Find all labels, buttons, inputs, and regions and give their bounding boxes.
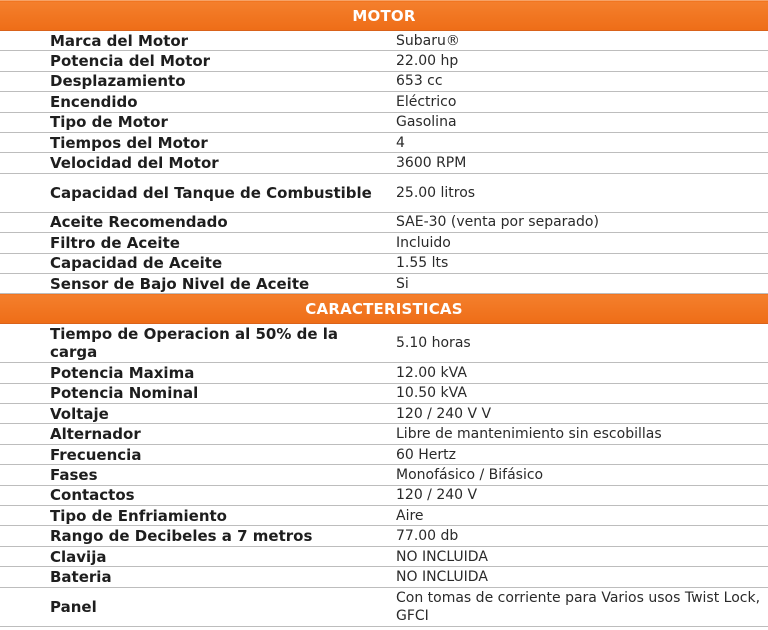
spec-value: NO INCLUIDA	[396, 546, 768, 566]
spec-label: Potencia Maxima	[50, 363, 396, 383]
spec-label: Aceite Recomendado	[50, 212, 396, 232]
spec-label: Potencia del Motor	[50, 51, 396, 71]
spec-row	[0, 233, 768, 253]
spec-label: Capacidad de Aceite	[50, 253, 396, 273]
spec-row	[0, 212, 768, 232]
spec-value: 12.00 kVA	[396, 363, 768, 383]
spec-value: Libre de mantenimiento sin escobillas	[396, 424, 768, 444]
spec-value: 1.55 lts	[396, 253, 768, 273]
spec-label: Frecuencia	[50, 444, 396, 464]
row-spacer	[0, 71, 50, 91]
spec-row	[0, 363, 768, 383]
spec-row	[0, 153, 768, 173]
spec-value: 60 Hertz	[396, 444, 768, 464]
spec-label: Tiempo de Operacion al 50% de la carga	[50, 324, 396, 363]
spec-label: Tipo de Enfriamiento	[50, 506, 396, 526]
spec-label: Clavija	[50, 546, 396, 566]
spec-label: Alternador	[50, 424, 396, 444]
row-spacer	[0, 526, 50, 546]
row-spacer	[0, 465, 50, 485]
row-spacer	[0, 212, 50, 232]
section-title: CARACTERISTICAS	[0, 294, 768, 324]
spec-row	[0, 444, 768, 464]
spec-label: Bateria	[50, 567, 396, 587]
spec-row	[0, 506, 768, 526]
spec-value: Subaru®	[396, 31, 768, 51]
spec-row	[0, 51, 768, 71]
spec-value: Incluido	[396, 233, 768, 253]
spec-row	[0, 383, 768, 403]
row-spacer	[0, 273, 50, 293]
spec-label: Voltaje	[50, 404, 396, 424]
row-spacer	[0, 324, 50, 363]
section-header	[0, 294, 768, 324]
spec-row	[0, 546, 768, 566]
row-spacer	[0, 383, 50, 403]
row-spacer	[0, 233, 50, 253]
row-spacer	[0, 112, 50, 132]
row-spacer	[0, 173, 50, 212]
section-header	[0, 1, 768, 31]
spec-row	[0, 31, 768, 51]
spec-label: Desplazamiento	[50, 71, 396, 91]
spec-value: 4	[396, 132, 768, 152]
spec-row	[0, 92, 768, 112]
row-spacer	[0, 567, 50, 587]
spec-label: Potencia Nominal	[50, 383, 396, 403]
spec-value: Con tomas de corriente para Varios usos Twist Lock, GFCI	[396, 587, 768, 626]
row-spacer	[0, 506, 50, 526]
spec-row	[0, 526, 768, 546]
spec-value: 120 / 240 V	[396, 485, 768, 505]
spec-value: 25.00 litros	[396, 173, 768, 212]
spec-label: Marca del Motor	[50, 31, 396, 51]
spec-label: Sensor de Bajo Nivel de Aceite	[50, 273, 396, 293]
spec-label: Fases	[50, 465, 396, 485]
spec-value: Eléctrico	[396, 92, 768, 112]
spec-value: Gasolina	[396, 112, 768, 132]
spec-value: SAE-30 (venta por separado)	[396, 212, 768, 232]
spec-label: Velocidad del Motor	[50, 153, 396, 173]
section-title: MOTOR	[0, 1, 768, 31]
spec-row	[0, 465, 768, 485]
row-spacer	[0, 31, 50, 51]
row-spacer	[0, 546, 50, 566]
spec-value: Aire	[396, 506, 768, 526]
spec-label: Filtro de Aceite	[50, 233, 396, 253]
row-spacer	[0, 363, 50, 383]
row-spacer	[0, 587, 50, 626]
row-spacer	[0, 424, 50, 444]
spec-value: 10.50 kVA	[396, 383, 768, 403]
spec-row	[0, 567, 768, 587]
spec-value: Si	[396, 273, 768, 293]
spec-value: Monofásico / Bifásico	[396, 465, 768, 485]
spec-label: Capacidad del Tanque de Combustible	[50, 173, 396, 212]
spec-row	[0, 112, 768, 132]
spec-row	[0, 253, 768, 273]
spec-table-body	[0, 1, 768, 627]
row-spacer	[0, 92, 50, 112]
row-spacer	[0, 485, 50, 505]
spec-value: 22.00 hp	[396, 51, 768, 71]
spec-row	[0, 485, 768, 505]
spec-row	[0, 173, 768, 212]
spec-row	[0, 424, 768, 444]
spec-value: 3600 RPM	[396, 153, 768, 173]
spec-value: 77.00 db	[396, 526, 768, 546]
spec-row	[0, 132, 768, 152]
spec-value: 5.10 horas	[396, 324, 768, 363]
spec-row	[0, 404, 768, 424]
spec-value: NO INCLUIDA	[396, 567, 768, 587]
row-spacer	[0, 51, 50, 71]
spec-value: 120 / 240 V V	[396, 404, 768, 424]
row-spacer	[0, 253, 50, 273]
spec-row	[0, 587, 768, 626]
spec-label: Encendido	[50, 92, 396, 112]
row-spacer	[0, 404, 50, 424]
spec-value: 653 cc	[396, 71, 768, 91]
spec-row	[0, 273, 768, 293]
row-spacer	[0, 132, 50, 152]
row-spacer	[0, 444, 50, 464]
spec-label: Panel	[50, 587, 396, 626]
spec-label: Contactos	[50, 485, 396, 505]
spec-row	[0, 71, 768, 91]
spec-label: Rango de Decibeles a 7 metros	[50, 526, 396, 546]
row-spacer	[0, 153, 50, 173]
spec-label: Tiempos del Motor	[50, 132, 396, 152]
spec-row	[0, 324, 768, 363]
spec-label: Tipo de Motor	[50, 112, 396, 132]
